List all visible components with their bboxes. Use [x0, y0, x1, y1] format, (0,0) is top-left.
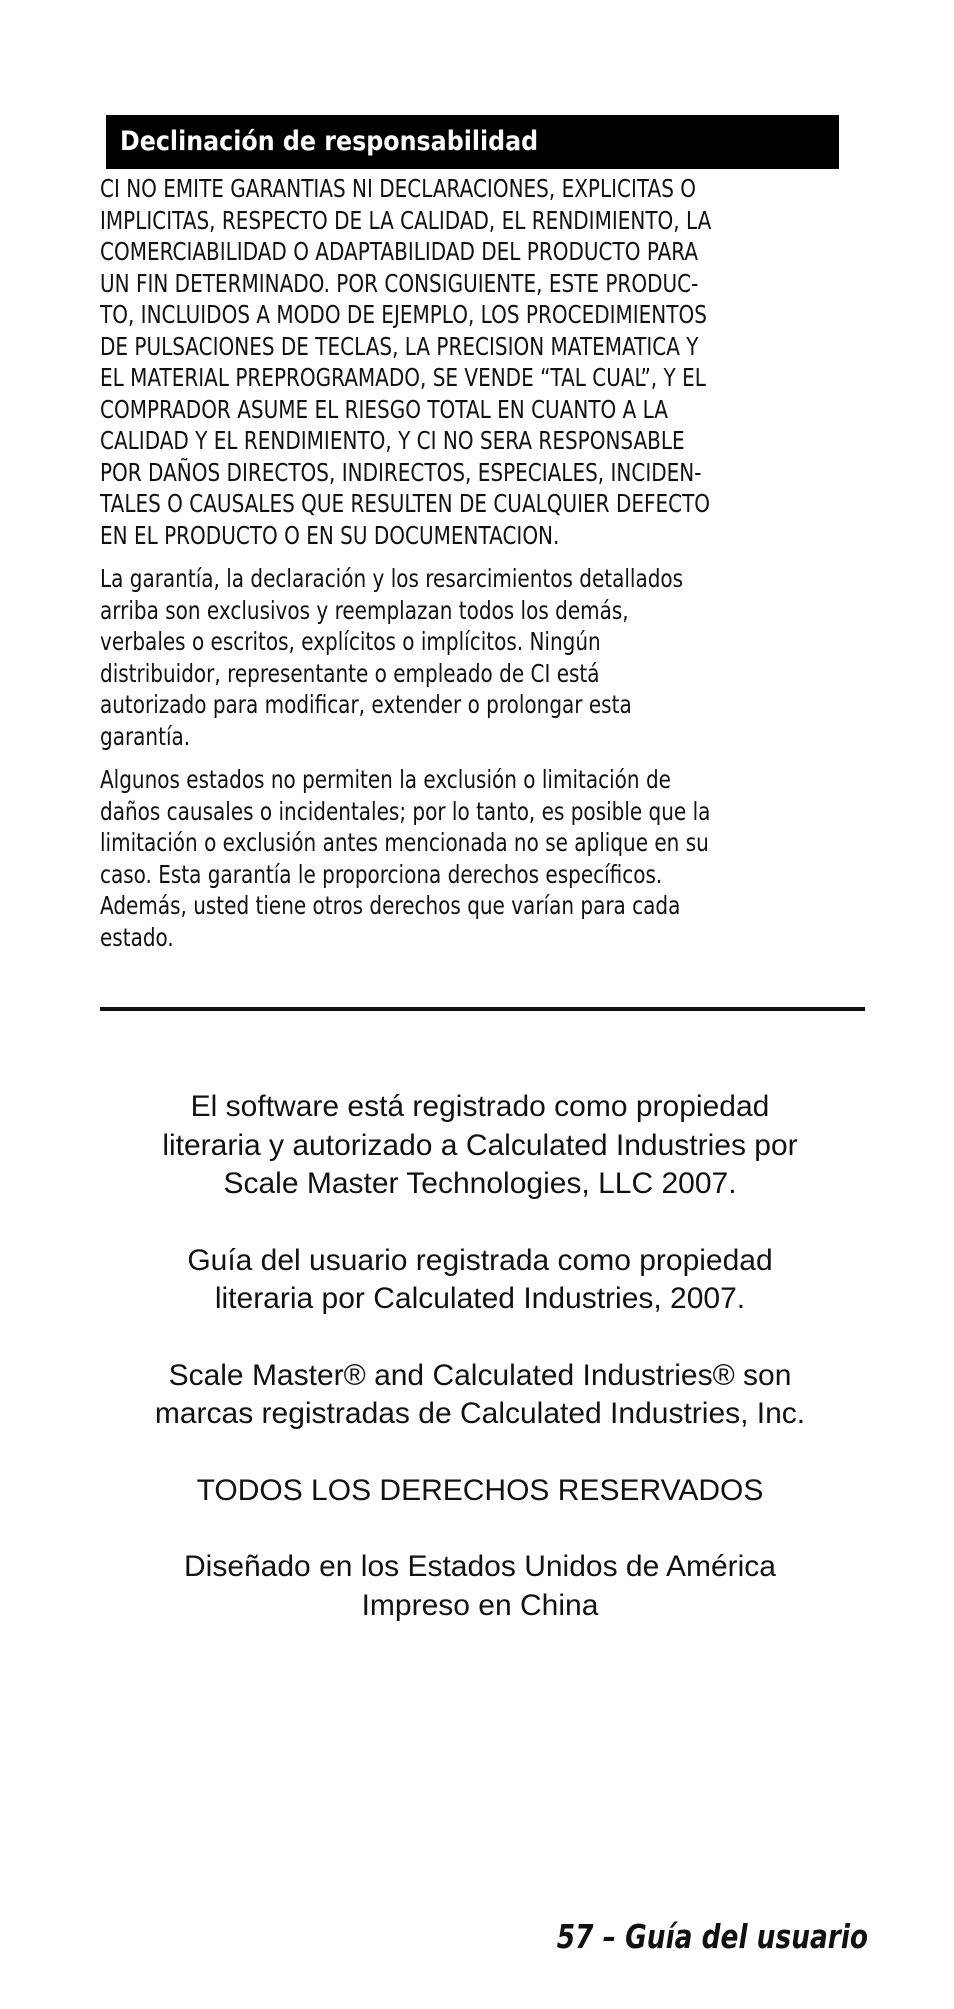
states-line: Además, usted tiene otros derechos que varían para cada	[100, 891, 681, 920]
caps-line: COMERCIABILIDAD O ADAPTABILIDAD DEL PRODUCTO PARA	[100, 237, 699, 266]
caps-line: EN EL PRODUCTO O EN SU DOCUMENTACION.	[100, 520, 560, 550]
section-divider	[100, 1007, 865, 1011]
origin-line: Diseñado en los Estados Unidos de América	[183, 1550, 776, 1583]
page-footer	[479, 1917, 868, 1956]
states-line: Algunos estados no permiten la exclusión o limitación de	[100, 765, 671, 794]
warranty-line: La garantía, la declaración y los resarcimientos detallados	[100, 564, 684, 593]
states-line: limitación o exclusión antes mencionada no se aplique en su	[100, 828, 709, 857]
disclaimer-title: Declinación de responsabilidad	[120, 126, 539, 157]
disclaimer-caps-paragraph	[100, 173, 870, 551]
caps-line: CALIDAD Y EL RENDIMIENTO, Y CI NO SERA RESPONSABLE	[100, 426, 685, 455]
caps-line: DE PULSACIONES DE TECLAS, LA PRECISION MATEMATICA Y	[100, 331, 699, 361]
warranty-line: distribuidor, representante o empleado de CI está	[100, 658, 600, 688]
software-line: El software está registrado como propiedad	[190, 1090, 770, 1123]
disclaimer-heading	[106, 115, 839, 169]
warranty-line: arriba son exclusivos y reemplazan todos los demás,	[100, 595, 629, 625]
origin-notice	[80, 1548, 880, 1625]
rights-reserved	[80, 1472, 880, 1511]
trademark-line: Scale Master® and Calculated Industries® son	[168, 1358, 792, 1392]
states-line: caso. Esta garantía le proporciona derechos específicos.	[100, 859, 663, 889]
caps-line: CI NO EMITE GARANTIAS NI DECLARACIONES, EXPLICITAS O	[100, 174, 697, 203]
warranty-line: verbales o escritos, explícitos o implícitos. Ningún	[100, 627, 601, 656]
caps-line: UN FIN DETERMINADO. POR CONSIGUIENTE, ESTE PRODUC-	[100, 268, 699, 298]
disclaimer-section	[100, 115, 870, 953]
trademark-notice	[80, 1357, 880, 1434]
guide-line: Guía del usuario registrada como propiedad	[187, 1243, 773, 1277]
rights-line: TODOS LOS DERECHOS RESERVADOS	[196, 1473, 764, 1507]
page-number-label: 57 – Guía del usuario	[556, 1917, 868, 1956]
states-line: estado.	[100, 922, 174, 952]
legal-notices	[80, 1088, 880, 1663]
software-line: Scale Master Technologies, LLC 2007.	[223, 1167, 737, 1200]
guide-line: literaria por Calculated Industries, 2007.	[214, 1282, 746, 1315]
origin-line: Impreso en China	[361, 1588, 599, 1622]
caps-line: TO, INCLUIDOS A MODO DE EJEMPLO, LOS PROCEDIMIENTOS	[100, 300, 707, 329]
warranty-paragraph	[100, 563, 870, 752]
trademark-line: marcas registradas de Calculated Industries, Inc.	[154, 1397, 806, 1430]
caps-line: EL MATERIAL PREPROGRAMADO, SE VENDE “TAL CUAL”, Y EL	[100, 363, 706, 392]
warranty-line: garantía.	[100, 721, 191, 751]
guide-copyright	[80, 1242, 880, 1319]
caps-line: IMPLICITAS, RESPECTO DE LA CALIDAD, EL RENDIMIENTO, LA	[100, 205, 712, 235]
caps-line: COMPRADOR ASUME EL RIESGO TOTAL EN CUANTO A LA	[100, 394, 668, 424]
caps-line: TALES O CAUSALES QUE RESULTEN DE CUALQUIER DEFECTO	[100, 489, 711, 518]
states-paragraph	[100, 764, 870, 953]
software-copyright	[80, 1088, 880, 1204]
caps-line: POR DAÑOS DIRECTOS, INDIRECTOS, ESPECIALES, INCIDEN-	[100, 457, 702, 487]
software-line: literaria y autorizado a Calculated Industries por	[162, 1128, 798, 1162]
warranty-line: autorizado para modificar, extender o prolongar esta	[100, 690, 632, 719]
states-line: daños causales o incidentales; por lo tanto, es posible que la	[100, 796, 711, 826]
